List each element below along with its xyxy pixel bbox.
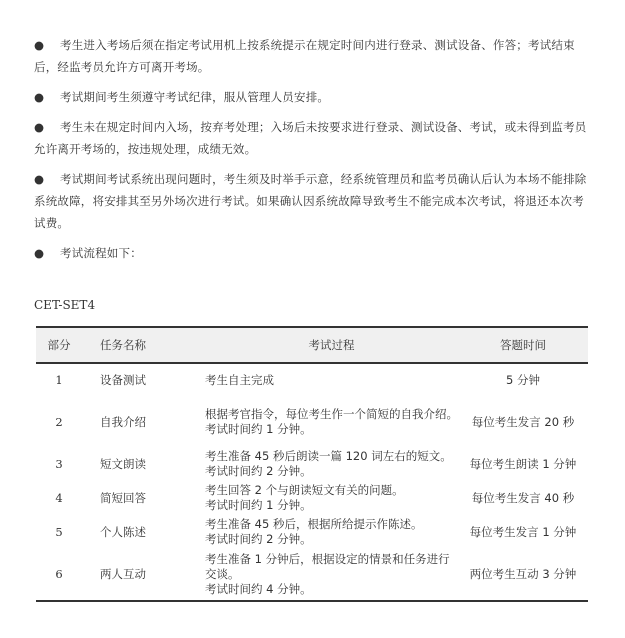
table-row: [36, 397, 588, 447]
task-name: 设备测试: [100, 373, 146, 387]
process-text: [205, 447, 458, 481]
process-line: 考生准备 1 分钟后，根据设定的情景和任务进行交谈。: [205, 552, 450, 581]
note-item: [34, 34, 590, 78]
table-row: [36, 363, 588, 397]
process-line: 考生准备 45 秒后朗读一篇 120 词左右的短文。: [205, 449, 452, 463]
table-row: [36, 549, 588, 601]
part-number: 3: [55, 456, 63, 471]
note-item: [34, 116, 590, 160]
bullet-icon: ●: [34, 172, 45, 186]
task-name: 简短回答: [100, 490, 146, 505]
table-row: [36, 481, 588, 515]
table-row: [36, 515, 588, 549]
header-part: 部分: [47, 338, 71, 352]
process-line: 考试时间约 1 分钟。: [205, 498, 312, 512]
note-text: 考生未在规定时间内入场，按弃考处理；入场后未按要求进行登录、测试设备、考试，或未得到监考员允许离开考场的，按违规处理，成绩无效。: [34, 120, 587, 156]
answer-time: 每位考生发言 40 秒: [471, 490, 575, 505]
answer-time: 每位考生发言 1 分钟: [469, 524, 577, 539]
bullet-icon: ●: [34, 90, 45, 104]
note-text: 考试期间考生须遵守考试纪律，服从管理人员安排。: [60, 90, 330, 104]
process-line: 考试时间约 1 分钟。: [205, 422, 312, 436]
part-number: 6: [55, 567, 63, 581]
header-time: 答题时间: [500, 338, 546, 352]
note-text: 考生进入考场后须在指定考试用机上按系统提示在规定时间内进行登录、测试设备、作答；考试结束后，经监考员允许方可离开考场。: [34, 38, 575, 74]
answer-time: 每位考生朗读 1 分钟: [469, 456, 577, 471]
part-number: 2: [55, 414, 63, 429]
table-header-row: [36, 327, 588, 363]
table-row: [36, 447, 588, 481]
note-text: 考试流程如下：: [60, 246, 142, 260]
answer-time: 5 分钟: [506, 373, 540, 387]
part-number: 5: [55, 524, 63, 539]
process-line: 考试时间约 4 分钟。: [205, 582, 312, 596]
task-name: 个人陈述: [100, 524, 146, 539]
process-line: 考生回答 2 个与朗读短文有关的问题。: [205, 483, 404, 497]
note-text: 考试期间考试系统出现问题时，考生须及时举手示意，经系统管理员和监考员确认后认为本场不能排除系统故障，将安排其至另外场次进行考试。如果确认因系统故障导致考生不能完成本次考试，将退还本次考试费。: [34, 172, 587, 230]
answer-time: 每位考生发言 20 秒: [471, 414, 575, 429]
part-number: 4: [55, 490, 63, 505]
header-process: 考试过程: [308, 338, 355, 352]
process-line: 根据考官指令，每位考生作一个简短的自我介绍。: [205, 407, 458, 421]
process-text: [205, 481, 458, 515]
process-text: [205, 549, 458, 601]
exam-flow-table: [36, 326, 588, 602]
exam-set-label: CET-SET4: [34, 298, 96, 312]
task-name: 两人互动: [100, 567, 146, 581]
bullet-icon: ●: [34, 246, 45, 260]
bullet-icon: ●: [34, 120, 45, 134]
process-text: [205, 363, 458, 397]
note-item: [34, 168, 590, 234]
part-number: 1: [55, 373, 63, 387]
task-name: 自我介绍: [100, 414, 146, 429]
process-text: [205, 397, 458, 447]
note-item: [34, 242, 590, 264]
header-task: 任务名称: [100, 338, 146, 352]
answer-time: 两位考生互动 3 分钟: [469, 567, 577, 581]
process-line: 考生自主完成: [205, 373, 274, 387]
process-text: [205, 515, 458, 549]
process-line: 考试时间约 2 分钟。: [205, 532, 312, 546]
process-line: 考试时间约 2 分钟。: [205, 464, 312, 478]
process-line: 考生准备 45 秒后，根据所给提示作陈述。: [205, 517, 423, 531]
task-name: 短文朗读: [100, 456, 146, 471]
bullet-icon: ●: [34, 38, 45, 52]
exam-notes: [34, 34, 590, 272]
note-item: [34, 86, 590, 108]
